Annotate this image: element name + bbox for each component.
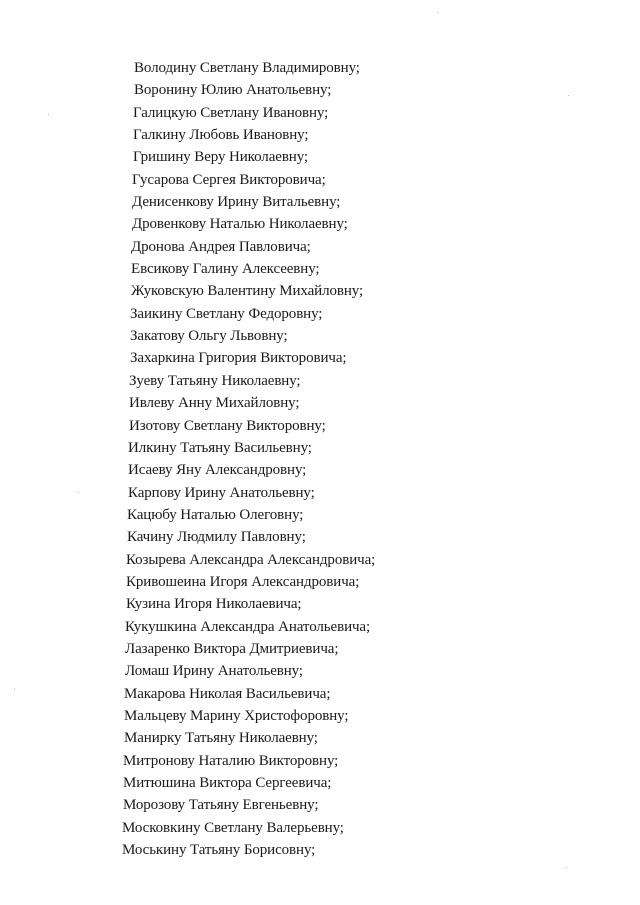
list-item: Лазаренко Виктора Дмитриевича; xyxy=(125,640,339,657)
list-item: Московкину Светлану Валерьевну; xyxy=(122,819,344,836)
list-item: Володину Светлану Владимировну; xyxy=(134,60,360,76)
list-item: Закатову Ольгу Львовну; xyxy=(130,328,288,345)
scan-speck xyxy=(14,688,15,689)
list-item: Митюшина Виктора Сергеевича; xyxy=(123,775,332,791)
list-item: Морозову Татьяну Евгеньевну; xyxy=(123,797,319,814)
list-item: Кузина Игоря Николаевича; xyxy=(126,596,302,613)
scan-speck xyxy=(437,12,438,13)
list-item: Качину Людмилу Павловну; xyxy=(127,529,306,546)
list-item: Галицкую Светлану Ивановну; xyxy=(133,104,329,121)
list-item: Денисенкову Ирину Витальевну; xyxy=(132,194,341,211)
list-item: Изотову Светлану Викторовну; xyxy=(129,417,326,434)
list-item: Гришину Веру Николаевну; xyxy=(133,149,308,166)
list-item: Кацюбу Наталью Олеговну; xyxy=(127,506,304,523)
list-item: Гусарова Сергея Викторовича; xyxy=(132,171,326,188)
list-item: Илкину Татьяну Васильевну; xyxy=(128,439,312,456)
list-item: Митронову Наталию Викторовну; xyxy=(123,752,339,769)
list-item: Заикину Светлану Федоровну; xyxy=(130,305,323,322)
scan-speck xyxy=(566,867,567,868)
list-item: Манирку Татьяну Николаевну; xyxy=(124,730,318,747)
list-item: Кукушкина Александра Анатольевича; xyxy=(125,618,371,635)
list-item: Ломаш Ирину Анатольевну; xyxy=(125,663,303,680)
list-item: Мальцеву Марину Христофоровну; xyxy=(124,707,349,724)
list-item: Козырева Александра Александровича; xyxy=(126,551,376,568)
list-item: Карпову Ирину Анатольевну; xyxy=(128,484,315,501)
list-item: Зуеву Татьяну Николаевну; xyxy=(129,372,301,389)
scan-speck xyxy=(568,95,569,96)
name-list xyxy=(0,57,375,861)
list-item: Галкину Любовь Ивановну; xyxy=(133,127,309,144)
scan-speck xyxy=(48,114,49,115)
list-item: Жуковскую Валентину Михайловну; xyxy=(131,283,364,300)
list-item: Макарова Николая Васильевича; xyxy=(124,685,331,702)
list-item: Дронова Андрея Павловича; xyxy=(131,238,311,255)
list-item: Исаеву Яну Александровну; xyxy=(128,462,307,479)
scan-speck xyxy=(78,492,79,493)
list-item: Евсикову Галину Алексеевну; xyxy=(131,261,320,278)
list-item: Кривошеина Игоря Александровича; xyxy=(126,573,360,590)
list-item: Ивлеву Анну Михайловну; xyxy=(129,395,300,412)
list-item: Захаркина Григория Викторовича; xyxy=(130,350,347,367)
list-item: Моськину Татьяну Борисовну; xyxy=(122,842,316,859)
list-item: Дровенкову Наталью Николаевну; xyxy=(132,216,348,233)
list-item: Воронину Юлию Анатольевну; xyxy=(134,82,332,99)
